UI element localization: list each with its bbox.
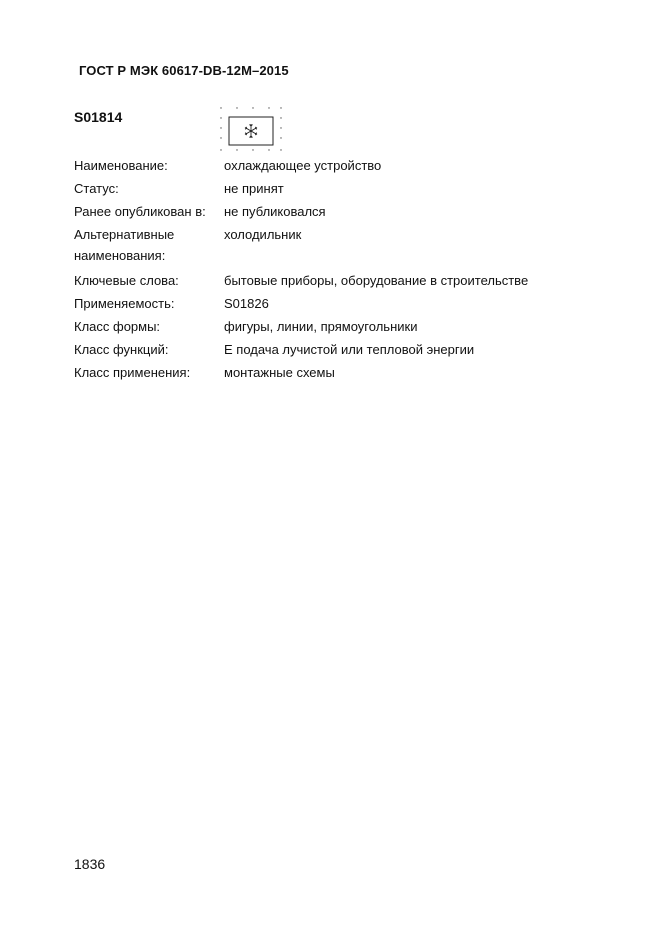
property-label: Альтернативные наименования: (74, 227, 175, 263)
document-header: ГОСТ Р МЭК 60617-DB-12M–2015 (79, 63, 289, 78)
property-value: не публиковался (224, 204, 326, 219)
property-value: S01826 (224, 296, 269, 311)
property-value: монтажные схемы (224, 365, 335, 380)
property-value: охлаждающее устройство (224, 158, 382, 173)
properties-table (74, 155, 594, 385)
symbol-graphic (219, 105, 283, 153)
property-row (74, 293, 594, 316)
property-label: Применяемость: (74, 296, 175, 311)
property-row (74, 201, 594, 224)
property-row (74, 362, 594, 385)
property-value: E подача лучистой или тепловой энергии (224, 342, 475, 357)
property-value: холодильник (224, 227, 302, 242)
property-row (74, 270, 594, 293)
symbol-id: S01814 (74, 109, 123, 125)
property-value: бытовые приборы, оборудование в строительстве (224, 273, 529, 288)
property-row (74, 316, 594, 339)
property-value: не принят (224, 181, 284, 196)
property-label: Класс применения: (74, 365, 191, 380)
property-label: Ключевые слова: (74, 273, 179, 288)
property-label: Наименование: (74, 158, 168, 173)
property-label: Класс функций: (74, 342, 169, 357)
page-number: 1836 (74, 856, 106, 872)
property-label: Статус: (74, 181, 119, 196)
property-label: Ранее опубликован в: (74, 204, 206, 219)
property-row (74, 339, 594, 362)
snowflake-in-rectangle-icon (219, 105, 283, 153)
property-label: Класс формы: (74, 319, 161, 334)
property-row (74, 178, 594, 201)
property-value: фигуры, линии, прямоугольники (224, 319, 418, 334)
property-row (74, 224, 594, 270)
property-row (74, 155, 594, 178)
